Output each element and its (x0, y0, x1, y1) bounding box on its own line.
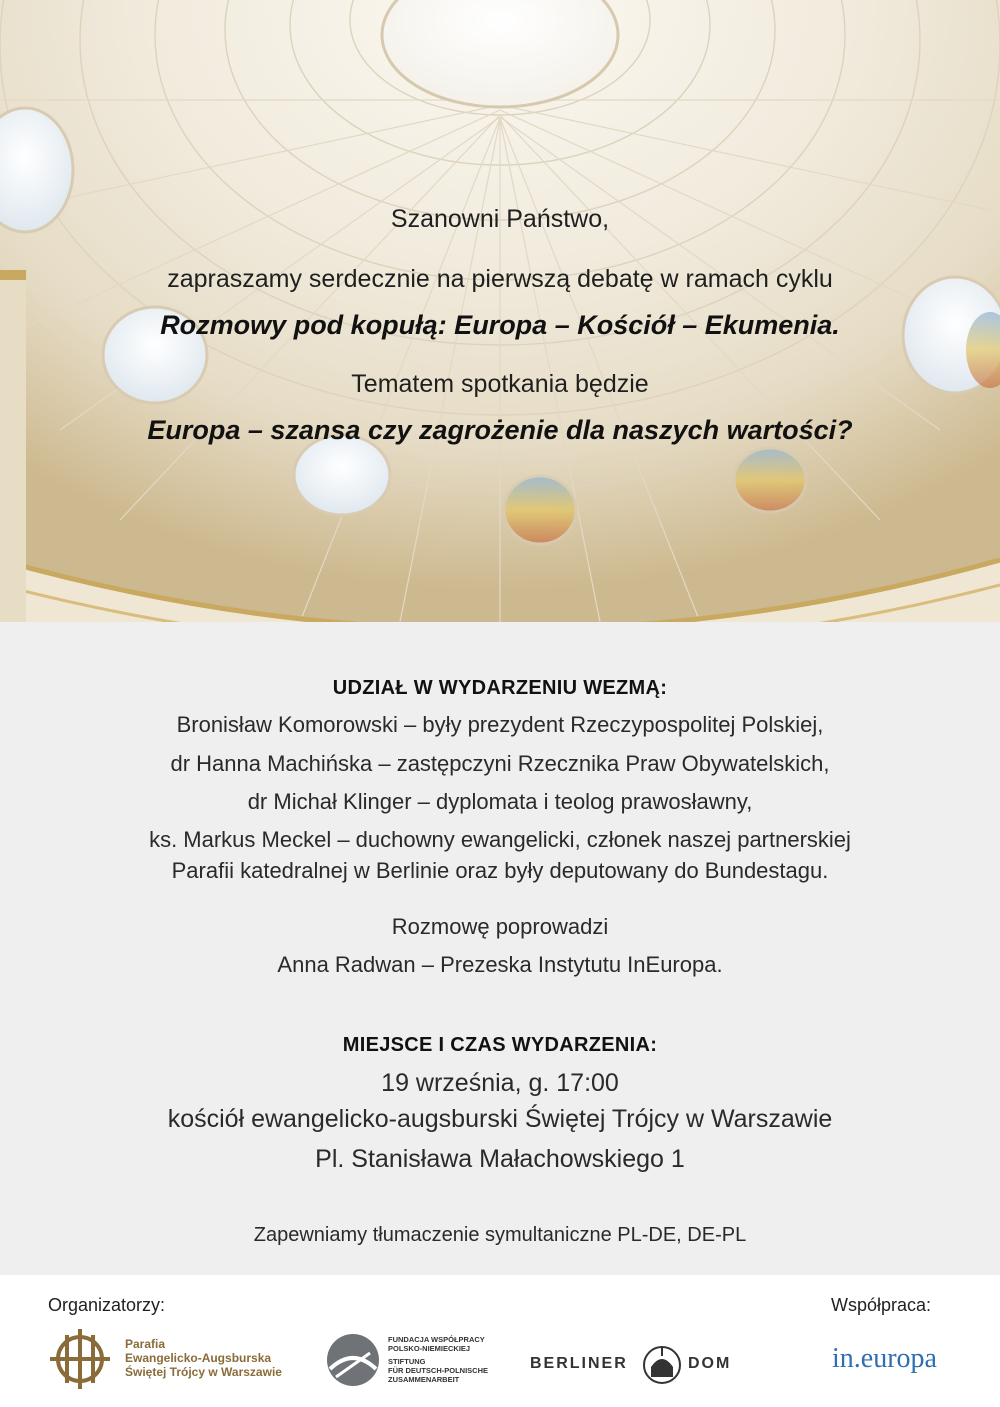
participant-line: Parafii katedralnej w Berlinie oraz były deputowany do Bundestagu. (171, 858, 829, 883)
cathedral-dome-icon (642, 1345, 682, 1385)
participant-line: Bronisław Komorowski – były prezydent Rzeczypospolitej Polskiej, (176, 712, 824, 737)
event-place: kościół ewangelicko-augsburski Świętej Trójcy w Warszawie (167, 1105, 833, 1133)
foundation-name-line: FUNDACJA WSPÓŁPRACY (388, 1335, 485, 1344)
event-address: Pl. Stanisława Małachowskiego 1 (315, 1145, 685, 1173)
foundation-bridge-icon (326, 1333, 380, 1387)
invite-line: zapraszamy serdecznie na pierwszą debatę w ramach cyklu (167, 265, 833, 293)
parish-logo (47, 1327, 307, 1391)
parish-name-line: Ewangelicko-Augsburska (125, 1351, 272, 1365)
parish-cross-icon (47, 1327, 113, 1391)
foundation-name-line: STIFTUNG (388, 1357, 426, 1366)
moderator-name: Anna Radwan – Prezeska Instytutu InEuropa. (277, 952, 723, 977)
venue-heading: MIEJSCE I CZAS WYDARZENIA: (342, 1034, 658, 1056)
cooperation-label: Współpraca: (831, 1295, 932, 1315)
organizers-label: Organizatorzy: (48, 1295, 166, 1315)
topic-intro: Tematem spotkania będzie (351, 370, 649, 398)
participant-line: dr Michał Klinger – dyplomata i teolog prawosławny, (247, 789, 753, 814)
foundation-name-line: FÜR DEUTSCH-POLNISCHE (388, 1366, 489, 1375)
greeting: Szanowni Państwo, (390, 205, 610, 233)
ineuropa-logo (832, 1343, 972, 1383)
translation-note: Zapewniamy tłumaczenie symultaniczne PL-DE, DE-PL (253, 1224, 747, 1246)
series-title: Rozmowy pod kopułą: Europa – Kościół – Ekumenia. (160, 310, 840, 340)
parish-name-line: Świętej Trójcy w Warszawie (125, 1365, 282, 1379)
event-details (0, 622, 1000, 1275)
participant-line: dr Hanna Machińska – zastępczyni Rzecznika Praw Obywatelskich, (170, 751, 830, 776)
foundation-logo (326, 1333, 506, 1389)
berliner-dom-logo (530, 1345, 740, 1385)
topic-title: Europa – szansa czy zagrożenie dla naszych wartości? (147, 415, 853, 445)
parish-name-line: Parafia (125, 1337, 166, 1351)
footer (0, 1275, 1000, 1407)
berliner-dom-left-text: BERLINER (530, 1355, 628, 1372)
foundation-name-line: ZUSAMMENARBEIT (388, 1375, 460, 1384)
berliner-dom-right-text: DOM (688, 1355, 732, 1372)
foundation-name-line: POLSKO-NIEMIECKIEJ (388, 1344, 471, 1353)
hero-banner (0, 0, 1000, 622)
event-date-time: 19 września, g. 17:00 (381, 1069, 619, 1097)
ineuropa-logo-text: in.europa (832, 1343, 937, 1374)
participant-line: ks. Markus Meckel – duchowny ewangelicki, członek naszej partnerskiej (149, 827, 851, 852)
participants-heading: UDZIAŁ W WYDARZENIU WEZMĄ: (332, 677, 668, 699)
moderator-intro: Rozmowę poprowadzi (391, 914, 609, 939)
